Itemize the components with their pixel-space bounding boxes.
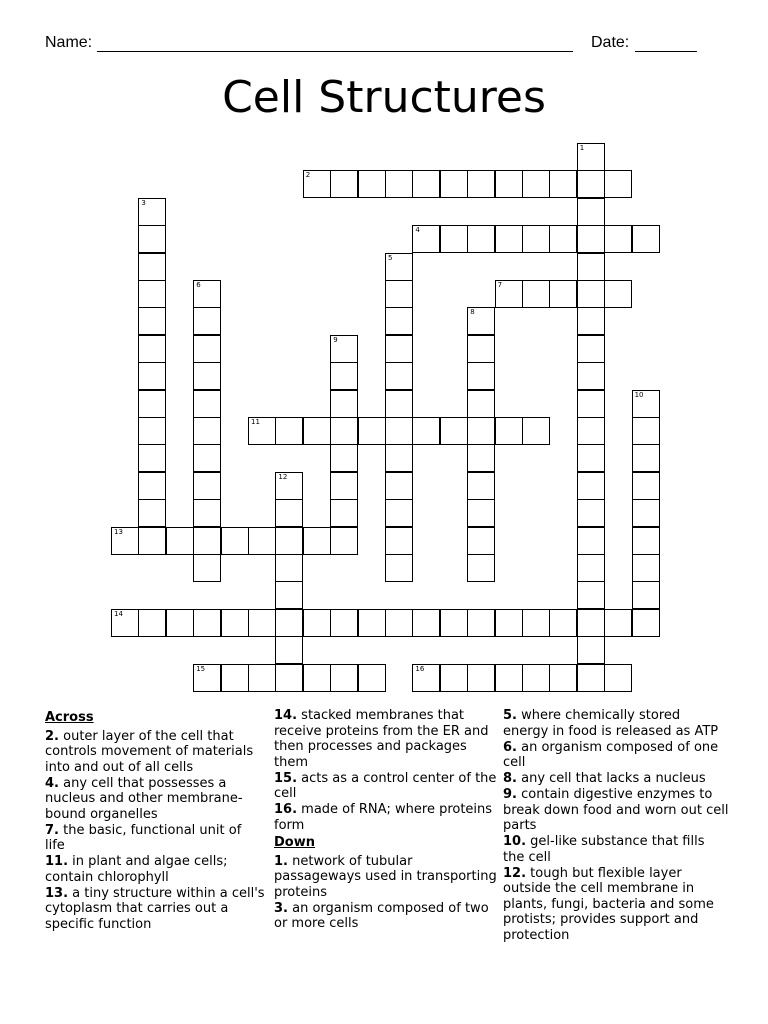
crossword-cell[interactable] bbox=[221, 664, 249, 692]
clue-down-6: 6. an organism composed of one cell bbox=[503, 739, 719, 770]
crossword-cell[interactable] bbox=[166, 609, 194, 637]
crossword-cell[interactable] bbox=[577, 554, 605, 582]
crossword-cell[interactable] bbox=[193, 444, 221, 472]
crossword-cell[interactable] bbox=[138, 225, 166, 253]
crossword-cell[interactable] bbox=[467, 444, 495, 472]
crossword-cell[interactable] bbox=[577, 527, 605, 555]
crossword-cell[interactable] bbox=[467, 225, 495, 253]
crossword-cell[interactable] bbox=[330, 609, 358, 637]
crossword-cell[interactable] bbox=[248, 664, 276, 692]
crossword-cell[interactable] bbox=[467, 417, 495, 445]
crossword-cell[interactable] bbox=[467, 362, 495, 390]
clue-number-6: 6 bbox=[196, 281, 201, 289]
crossword-cell[interactable] bbox=[522, 280, 550, 308]
crossword-cell[interactable] bbox=[138, 253, 166, 281]
crossword-cell[interactable] bbox=[522, 225, 550, 253]
clue-number-2: 2 bbox=[305, 171, 311, 180]
crossword-cell[interactable] bbox=[330, 472, 358, 500]
crossword-cell[interactable] bbox=[193, 390, 221, 418]
date-label: Date: bbox=[591, 34, 630, 51]
crossword-cell[interactable] bbox=[385, 335, 413, 363]
crossword-cell[interactable] bbox=[467, 554, 495, 582]
crossword-cell[interactable] bbox=[385, 390, 413, 418]
crossword-cell[interactable] bbox=[275, 417, 303, 445]
clue-down-8: 8. any cell that lacks a nucleus bbox=[503, 771, 706, 786]
clue-number-13: 13 bbox=[114, 527, 123, 536]
clue-number-15: 15 bbox=[196, 664, 206, 673]
crossword-cell[interactable] bbox=[440, 664, 468, 692]
crossword-cell[interactable] bbox=[467, 170, 495, 198]
crossword-cell[interactable] bbox=[303, 609, 331, 637]
across-heading: Across bbox=[45, 710, 94, 725]
crossword-cell[interactable] bbox=[138, 280, 166, 308]
crossword-cell[interactable] bbox=[467, 664, 495, 692]
crossword-cell[interactable] bbox=[467, 335, 495, 363]
crossword-cell[interactable] bbox=[385, 527, 413, 555]
crossword-cell[interactable] bbox=[632, 609, 660, 637]
crossword-cell[interactable] bbox=[275, 609, 303, 637]
crossword-cell[interactable] bbox=[303, 417, 331, 445]
crossword-cell[interactable] bbox=[138, 444, 166, 472]
clue-number-16: 16 bbox=[415, 664, 425, 673]
crossword-cell[interactable] bbox=[221, 527, 249, 555]
crossword-cell[interactable] bbox=[522, 609, 550, 637]
crossword-cell[interactable] bbox=[495, 609, 523, 637]
page-title: Cell Structures bbox=[222, 72, 546, 123]
crossword-cell[interactable] bbox=[577, 280, 605, 308]
clue-down-10: 10. gel-like substance that fills the cell bbox=[503, 834, 705, 865]
clue-across-2: 2. outer layer of the cell that controls movement of materials into and out of all cells bbox=[45, 728, 254, 775]
crossword-cell[interactable] bbox=[193, 554, 221, 582]
crossword-cell[interactable] bbox=[632, 581, 660, 609]
crossword-cell[interactable] bbox=[275, 527, 303, 555]
crossword-cell[interactable] bbox=[330, 335, 358, 363]
crossword-cell[interactable] bbox=[577, 143, 605, 171]
crossword-cell[interactable] bbox=[193, 527, 221, 555]
crossword-cell[interactable] bbox=[440, 225, 468, 253]
crossword-cell[interactable] bbox=[358, 170, 386, 198]
crossword-cell[interactable] bbox=[385, 609, 413, 637]
crossword-cell[interactable] bbox=[193, 609, 221, 637]
crossword-cell[interactable] bbox=[495, 170, 523, 198]
clue-across-11: 11. in plant and algae cells; contain chlorophyll bbox=[45, 854, 228, 885]
clue-number-14: 14 bbox=[114, 609, 123, 618]
crossword-cell[interactable] bbox=[138, 609, 166, 637]
crossword-cell[interactable] bbox=[577, 225, 605, 253]
crossword-cell[interactable] bbox=[632, 390, 660, 418]
crossword-cell[interactable] bbox=[412, 417, 440, 445]
name-label: Name: bbox=[45, 34, 93, 51]
crossword-cell[interactable] bbox=[632, 225, 660, 253]
crossword-cell[interactable] bbox=[248, 417, 276, 445]
crossword-cell[interactable] bbox=[522, 170, 550, 198]
clue-down-12: 12. tough but flexible layer outside the cell membrane in plants, fungi, bacteria and some protists; provides support and protection bbox=[503, 865, 714, 943]
crossword-cell[interactable] bbox=[248, 527, 276, 555]
crossword-cell[interactable] bbox=[330, 390, 358, 418]
crossword-cell[interactable] bbox=[412, 225, 440, 253]
crossword-cell[interactable] bbox=[632, 527, 660, 555]
crossword-cell[interactable] bbox=[549, 664, 577, 692]
crossword-cell[interactable] bbox=[385, 554, 413, 582]
crossword-cell[interactable] bbox=[193, 472, 221, 500]
crossword-cell[interactable] bbox=[330, 444, 358, 472]
clue-number-8: 8 bbox=[470, 308, 475, 317]
crossword-cell[interactable] bbox=[577, 472, 605, 500]
crossword-cell[interactable] bbox=[549, 225, 577, 253]
crossword-cell[interactable] bbox=[193, 362, 221, 390]
crossword-cell[interactable] bbox=[385, 499, 413, 527]
crossword-cell[interactable] bbox=[275, 664, 303, 692]
crossword-cell[interactable] bbox=[577, 198, 605, 226]
crossword-cell[interactable] bbox=[138, 527, 166, 555]
crossword-cell[interactable] bbox=[549, 609, 577, 637]
clue-number-11: 11 bbox=[251, 418, 260, 426]
clue-across-16: 16. made of RNA; where proteins form bbox=[274, 802, 493, 833]
crossword-cell[interactable] bbox=[385, 170, 413, 198]
crossword-cell[interactable] bbox=[275, 581, 303, 609]
crossword-cell[interactable] bbox=[138, 499, 166, 527]
crossword-cell[interactable] bbox=[522, 417, 550, 445]
crossword-cell[interactable] bbox=[467, 472, 495, 500]
crossword-cell[interactable] bbox=[549, 170, 577, 198]
crossword-cell[interactable] bbox=[632, 417, 660, 445]
crossword-cell[interactable] bbox=[632, 554, 660, 582]
crossword-cell[interactable] bbox=[495, 225, 523, 253]
crossword-cell[interactable] bbox=[138, 307, 166, 335]
clue-number-5: 5 bbox=[388, 253, 393, 262]
crossword-cell[interactable] bbox=[330, 170, 358, 198]
crossword-cell[interactable] bbox=[604, 609, 632, 637]
clue-number-1: 1 bbox=[579, 144, 585, 152]
crossword-cell[interactable] bbox=[467, 307, 495, 335]
clue-across-4: 4. any cell that possesses a nucleus and other membrane-bound organelles bbox=[45, 775, 243, 822]
crossword-cell[interactable] bbox=[467, 390, 495, 418]
crossword-cell[interactable] bbox=[385, 444, 413, 472]
crossword-cell[interactable] bbox=[248, 609, 276, 637]
down-heading: Down bbox=[274, 835, 315, 850]
crossword-cell[interactable] bbox=[632, 472, 660, 500]
crossword-cell[interactable] bbox=[467, 527, 495, 555]
crossword-cell[interactable] bbox=[330, 417, 358, 445]
crossword-cell[interactable] bbox=[166, 527, 194, 555]
crossword-cell[interactable] bbox=[440, 609, 468, 637]
crossword-cell[interactable] bbox=[275, 554, 303, 582]
crossword-cell[interactable] bbox=[330, 664, 358, 692]
crossword-cell[interactable] bbox=[440, 417, 468, 445]
crossword-cell[interactable] bbox=[193, 307, 221, 335]
crossword-cell[interactable] bbox=[604, 225, 632, 253]
crossword-cell[interactable] bbox=[577, 307, 605, 335]
crossword-cell[interactable] bbox=[138, 472, 166, 500]
crossword-cell[interactable] bbox=[467, 499, 495, 527]
clue-across-15: 15. acts as a control center of the cell bbox=[274, 770, 497, 801]
crossword-cell[interactable] bbox=[577, 444, 605, 472]
crossword-cell[interactable] bbox=[495, 417, 523, 445]
crossword-cell[interactable] bbox=[604, 280, 632, 308]
crossword-cell[interactable] bbox=[193, 664, 221, 692]
crossword-cell[interactable] bbox=[330, 499, 358, 527]
crossword-cell[interactable] bbox=[604, 664, 632, 692]
crossword-cell[interactable] bbox=[303, 170, 331, 198]
crossword-cell[interactable] bbox=[577, 417, 605, 445]
crossword-cell[interactable] bbox=[577, 636, 605, 664]
crossword-cell[interactable] bbox=[577, 253, 605, 281]
clue-across-7: 7. the basic, functional unit of life bbox=[45, 822, 242, 853]
crossword-cell[interactable] bbox=[358, 609, 386, 637]
clue-down-5: 5. where chemically stored energy in food is released as ATP bbox=[503, 708, 719, 739]
crossword-cell[interactable] bbox=[577, 170, 605, 198]
crossword-cell[interactable] bbox=[632, 444, 660, 472]
clue-column-3 bbox=[503, 708, 729, 944]
clue-number-9: 9 bbox=[333, 335, 338, 344]
crossword-cell[interactable] bbox=[330, 527, 358, 555]
crossword-cell[interactable] bbox=[303, 664, 331, 692]
clue-across-14: 14. stacked membranes that receive proteins from the ER and then processes and packages them bbox=[274, 708, 489, 770]
crossword-cell[interactable] bbox=[138, 390, 166, 418]
crossword-cell[interactable] bbox=[385, 253, 413, 281]
clue-column-2 bbox=[274, 708, 498, 932]
crossword-cell[interactable] bbox=[412, 170, 440, 198]
crossword-cell[interactable] bbox=[138, 198, 166, 226]
crossword-cell[interactable] bbox=[577, 609, 605, 637]
crossword-cell[interactable] bbox=[138, 417, 166, 445]
clue-number-3: 3 bbox=[141, 198, 146, 207]
crossword-cell[interactable] bbox=[303, 527, 331, 555]
crossword-cell[interactable] bbox=[385, 417, 413, 445]
crossword-cell[interactable] bbox=[577, 362, 605, 390]
crossword-cell[interactable] bbox=[577, 390, 605, 418]
crossword-cell[interactable] bbox=[275, 636, 303, 664]
clue-number-12: 12 bbox=[278, 472, 288, 481]
crossword-cell[interactable] bbox=[193, 417, 221, 445]
crossword-cell[interactable] bbox=[495, 280, 523, 308]
crossword-cell[interactable] bbox=[412, 664, 440, 692]
crossword-cell[interactable] bbox=[275, 472, 303, 500]
clue-down-1: 1. network of tubular passageways used in transporting proteins bbox=[274, 853, 497, 900]
crossword-cell[interactable] bbox=[412, 609, 440, 637]
crossword-cell[interactable] bbox=[632, 499, 660, 527]
crossword-cell[interactable] bbox=[577, 664, 605, 692]
clue-number-10: 10 bbox=[634, 390, 644, 399]
crossword-cell[interactable] bbox=[522, 664, 550, 692]
crossword-cell[interactable] bbox=[111, 609, 139, 637]
crossword-cell[interactable] bbox=[549, 280, 577, 308]
crossword-cell[interactable] bbox=[358, 664, 386, 692]
crossword-cell[interactable] bbox=[221, 609, 249, 637]
crossword-cell[interactable] bbox=[577, 335, 605, 363]
crossword-cell[interactable] bbox=[467, 609, 495, 637]
crossword-cell[interactable] bbox=[193, 335, 221, 363]
clue-down-9: 9. contain digestive enzymes to break down food and worn out cell parts bbox=[503, 787, 729, 833]
crossword-cell[interactable] bbox=[358, 417, 386, 445]
crossword-cell[interactable] bbox=[385, 362, 413, 390]
crossword-cell[interactable] bbox=[385, 280, 413, 308]
crossword-cell[interactable] bbox=[138, 335, 166, 363]
crossword-cell[interactable] bbox=[111, 527, 139, 555]
clue-down-3: 3. an organism composed of two or more cells bbox=[274, 900, 489, 931]
crossword-cell[interactable] bbox=[385, 472, 413, 500]
crossword-cell[interactable] bbox=[440, 170, 468, 198]
crossword-cell[interactable] bbox=[138, 362, 166, 390]
clue-number-7: 7 bbox=[497, 281, 503, 289]
crossword-cell[interactable] bbox=[495, 664, 523, 692]
crossword-cell[interactable] bbox=[385, 307, 413, 335]
clue-column-1 bbox=[45, 708, 265, 933]
crossword-cell[interactable] bbox=[275, 499, 303, 527]
crossword-cell[interactable] bbox=[577, 581, 605, 609]
crossword-cell[interactable] bbox=[577, 499, 605, 527]
crossword-cell[interactable] bbox=[330, 362, 358, 390]
crossword-cell[interactable] bbox=[193, 499, 221, 527]
clue-number-4: 4 bbox=[415, 226, 420, 235]
crossword-cell[interactable] bbox=[193, 280, 221, 308]
clue-across-13: 13. a tiny structure within a cell's cytoplasm that carries out a specific function bbox=[45, 885, 265, 932]
crossword-cell[interactable] bbox=[604, 170, 632, 198]
